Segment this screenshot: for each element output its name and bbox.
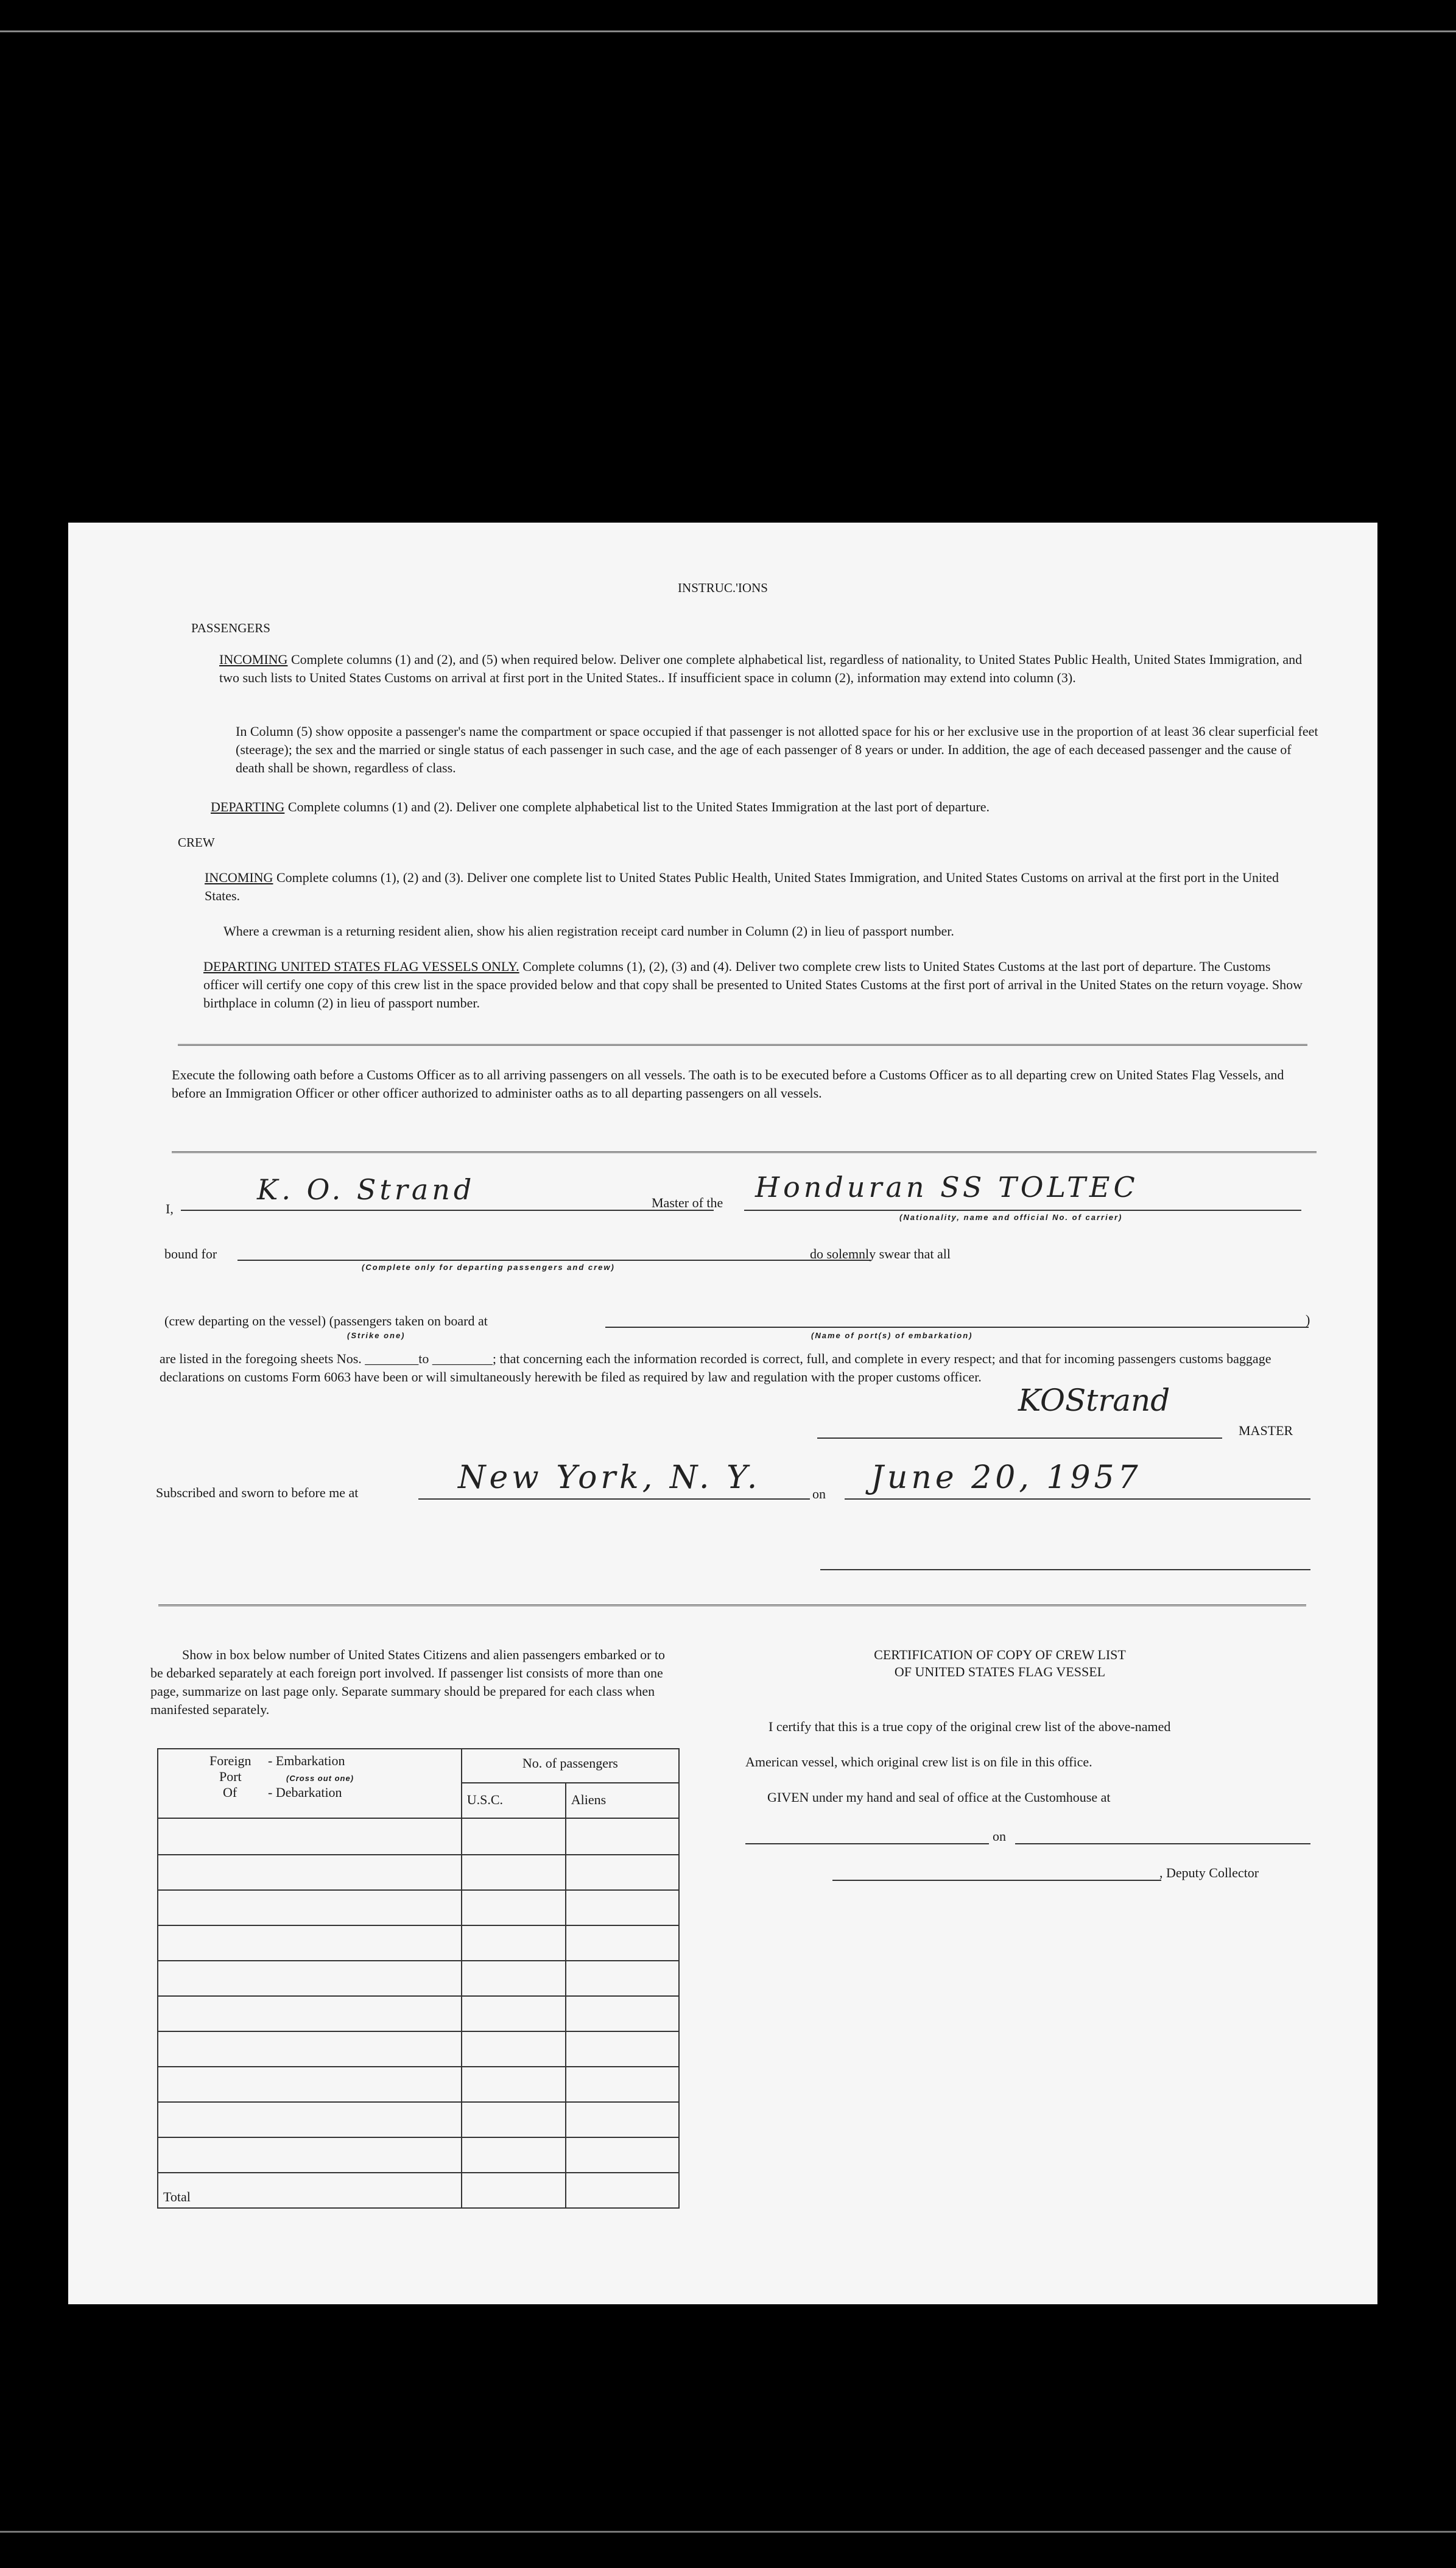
deputy-collector-label: , Deputy Collector xyxy=(1159,1865,1259,1880)
strike-one-caption: (Strike one) xyxy=(347,1331,406,1340)
table-row xyxy=(158,2031,679,2067)
bound-for-label: bound for xyxy=(164,1246,217,1261)
crew-incoming-label: INCOMING xyxy=(205,870,273,885)
sworn-date-handwritten: June 20, 1957 xyxy=(871,1459,1142,1496)
sworn-label: Subscribed and sworn to before me at xyxy=(156,1485,359,1500)
table-row xyxy=(158,1818,679,1855)
sworn-place-handwritten: New York, N. Y. xyxy=(458,1459,761,1496)
divider-2 xyxy=(172,1151,1317,1153)
passengers-column5: In Column (5) show opposite a passenger's name the compartment or space occupied if that passenger is not allotted space for his or her exclusive use in the proportion of at least 36 clear superficial feet (steerage); the sex and the married or single status of each passenger in such case, and the age of each passenger of 8 years or under. In addition, the age of each deceased passenger and the cause of death shall be shown, regardless of class. xyxy=(236,724,1318,775)
crew-incoming-text: Complete columns (1), (2) and (3). Deliver one complete list to United States Public Health, United States Immigration, and United States Customs on arrival at the first port in the United States. xyxy=(205,870,1279,903)
signature-line xyxy=(817,1437,1222,1439)
film-top-line xyxy=(0,30,1456,32)
oath-intro: Execute the following oath before a Customs Officer as to all arriving passengers on all vessels. The oath is to be executed before a Customs Officer as to all departing crew on United States Flag Vessels, and before an Immigration Officer or other officer authorized to administer oaths as to all departing passengers on all vessels. xyxy=(172,1067,1284,1101)
form-page xyxy=(68,523,1377,2304)
film-bottom-line xyxy=(0,2531,1456,2533)
master-of-label: Master of the xyxy=(652,1195,723,1210)
total-label: Total xyxy=(158,2173,462,2208)
crew-departing-option: (crew departing on the vessel) (passengers taken on board at xyxy=(164,1313,488,1328)
certification-line-1: I certify that this is a true copy of the original crew list of the above-named xyxy=(768,1719,1171,1734)
table-row xyxy=(158,1890,679,1925)
crew-departing-text: Complete columns (1), (2), (3) and (4). Deliver two complete crew lists to United States Customs at the last port of departure. The Customs officer will certify one copy of this crew list in the space provided below and that copy shall be presented to United States Customs at the first port of arrival in the United States on the return voyage. Show birthplace in column (2) in lieu of passport number. xyxy=(203,959,1303,1011)
certification-title-2: OF UNITED STATES FLAG VESSEL xyxy=(894,1664,1106,1679)
page-title: INSTRUC.'IONS xyxy=(678,580,768,595)
col-foreign: Foreign xyxy=(209,1753,251,1768)
table-row xyxy=(158,1961,679,1996)
certification-title-1: CERTIFICATION OF COPY OF CREW LIST xyxy=(874,1647,1126,1662)
num-passengers-header: No. of passengers xyxy=(462,1749,679,1783)
bound-for-caption: (Complete only for departing passengers and crew) xyxy=(362,1263,615,1272)
oath-i-label: I, xyxy=(166,1201,174,1216)
crew-heading: CREW xyxy=(178,835,215,850)
divider-3 xyxy=(158,1604,1306,1606)
crew-departing-label: DEPARTING UNITED STATES FLAG VESSELS ONLY. xyxy=(203,959,519,974)
listed-text: are listed in the foregoing sheets Nos. ________to _________; that concerning each the information recorded is correct, full, and complete in every respect; and that for incoming passengers customs baggage declarations on customs Form 6063 have been or will simultaneously herewith be filed as required by law and regulation with the proper customs officer. xyxy=(160,1351,1271,1385)
col-embarkation: - Embarkation xyxy=(268,1753,345,1768)
master-name-line xyxy=(181,1210,714,1211)
customhouse-line xyxy=(745,1843,989,1844)
passengers-incoming-text: Complete columns (1) and (2), and (5) when required below. Deliver one complete alphabetical list, regardless of nationality, to United States Public Health, United States Immigration, and two such lists to United States Customs on arrival at first port in the United States.. If insufficient space in column (2), information may extend into column (3). xyxy=(219,652,1303,685)
deputy-collector-line xyxy=(832,1880,1161,1881)
crew-resident: Where a crewman is a returning resident alien, show his alien registration receipt card number in Column (2) in lieu of passport number. xyxy=(223,923,954,939)
col-port: Port xyxy=(219,1769,242,1784)
passengers-incoming xyxy=(219,651,1309,687)
port-header-cell xyxy=(158,1749,462,1818)
crew-incoming xyxy=(205,869,1301,905)
certification-date-line xyxy=(1015,1843,1310,1844)
passengers-departing xyxy=(211,798,1319,816)
table-row xyxy=(158,1996,679,2031)
table-row xyxy=(158,2137,679,2173)
summary-instructions: Show in box below number of United States Citizens and alien passengers embarked or to be debarked separately at each foreign port involved. If passenger list consists of more than one page, summarize on last page only. Separate summary should be prepared for each class when manifested separately. xyxy=(150,1647,666,1717)
master-signature: KOStrand xyxy=(1018,1383,1170,1418)
passenger-summary-table xyxy=(157,1748,680,2209)
col-cross-out: (Cross out one) xyxy=(286,1774,354,1783)
passengers-departing-label: DEPARTING xyxy=(211,799,285,814)
table-row xyxy=(158,1855,679,1890)
aliens-header: Aliens xyxy=(566,1783,679,1818)
table-row xyxy=(158,2067,679,2102)
col-of: Of xyxy=(223,1785,237,1800)
crew-departing xyxy=(203,958,1306,1012)
officer-signature-line xyxy=(820,1569,1310,1570)
close-paren: ) xyxy=(1306,1312,1310,1327)
master-label: MASTER xyxy=(1239,1423,1293,1438)
passengers-heading: PASSENGERS xyxy=(191,621,270,635)
certification-on-label: on xyxy=(993,1829,1006,1844)
sworn-place-line xyxy=(418,1498,810,1500)
master-name-handwritten: K. O. Strand xyxy=(257,1173,476,1206)
sworn-date-line xyxy=(845,1498,1310,1500)
vessel-caption: (Nationality, name and official No. of carrier) xyxy=(899,1213,1123,1222)
passengers-departing-text: Complete columns (1) and (2). Deliver one complete alphabetical list to the United States Immigration at the last port of departure. xyxy=(287,799,990,814)
sworn-on-label: on xyxy=(812,1486,826,1501)
vessel-handwritten: Honduran SS TOLTEC xyxy=(755,1171,1139,1204)
swear-text: do solemnly swear that all xyxy=(810,1246,951,1261)
total-row xyxy=(158,2173,679,2208)
certification-line-3: GIVEN under my hand and seal of office at the Customhouse at xyxy=(767,1790,1111,1805)
usc-header: U.S.C. xyxy=(462,1783,566,1818)
embarkation-ports-caption: (Name of port(s) of embarkation) xyxy=(811,1331,973,1340)
certification-line-2: American vessel, which original crew list is on file in this office. xyxy=(745,1754,1092,1769)
table-row xyxy=(158,1925,679,1961)
divider-1 xyxy=(178,1044,1307,1046)
passengers-incoming-label: INCOMING xyxy=(219,652,288,667)
table-row xyxy=(158,2102,679,2137)
col-debarkation: - Debarkation xyxy=(268,1785,342,1800)
